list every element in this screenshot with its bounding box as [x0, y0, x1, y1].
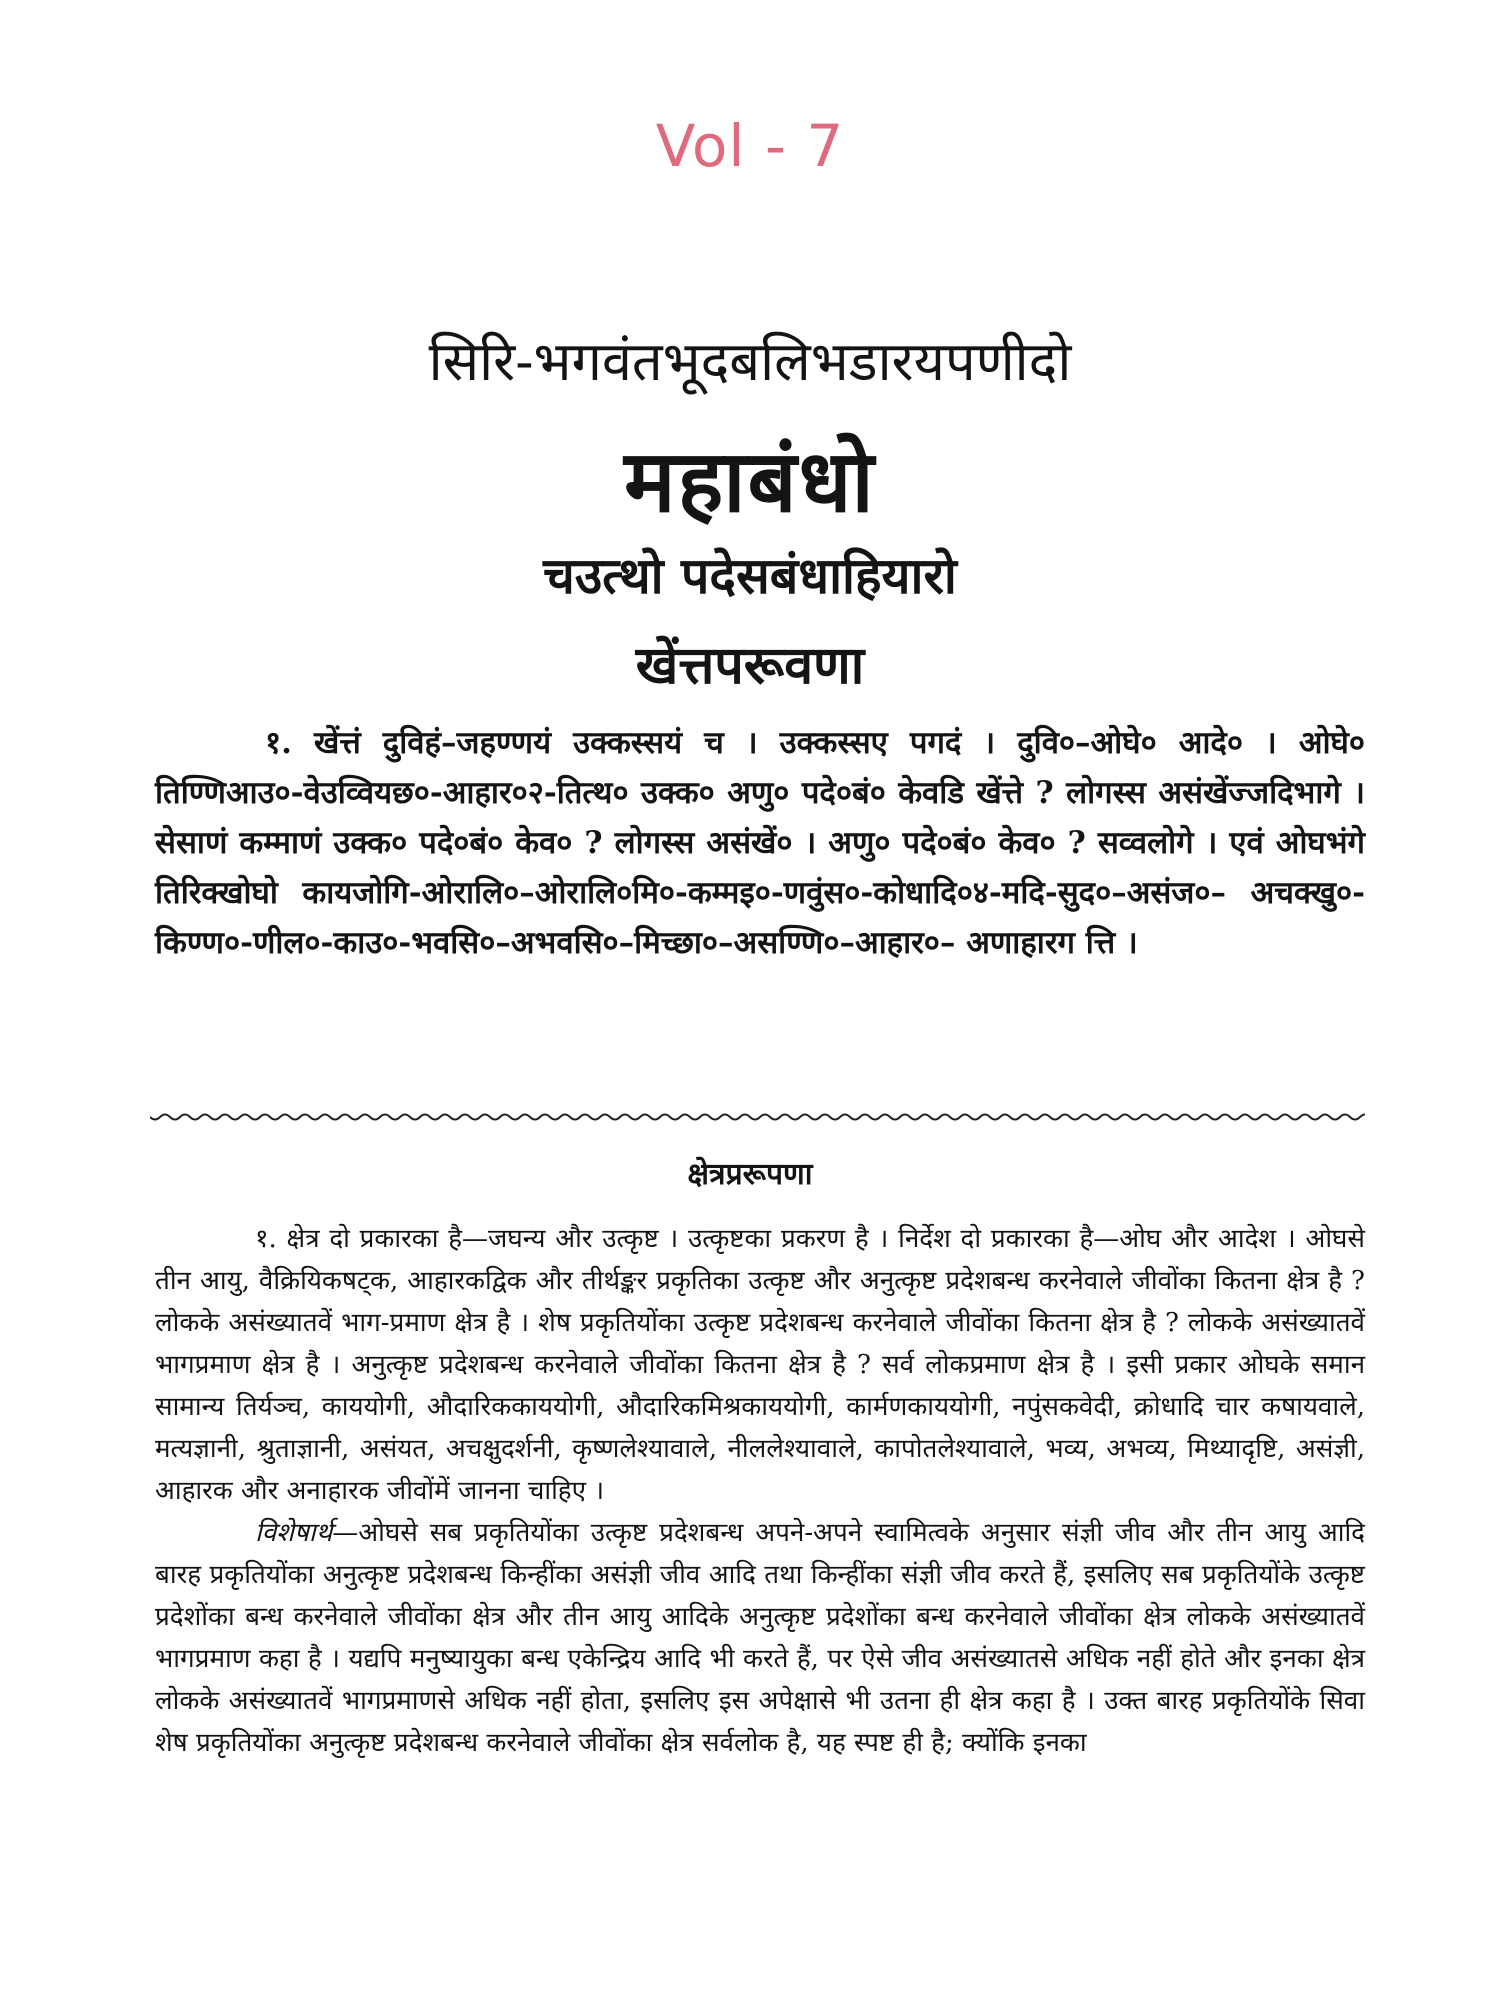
- hindi-paragraph-1: १. क्षेत्र दो प्रकारका है—जघन्य और उत्कृष्ट । उत्कृष्टका प्रकरण है । निर्देश दो प्रकारका है—ओघ और आदेश । ओघसे तीन आयु, वैक्रियिकषट्क, आहारकद्विक और तीर्थङ्कर प्रकृतिका उत्कृष्ट और अनुत्कृष्ट प्रदेशबन्ध करनेवाले जीवोंका कितना क्षेत्र है ? लोकके असंख्यातवें भाग-प्रमाण क्षेत्र है । शेष प्रकृतियोंका उत्कृष्ट प्रदेशबन्ध करनेवाले जीवोंका कितना क्षेत्र है ? लोकके असंख्यातवें भागप्रमाण क्षेत्र है । अनुत्कृष्ट प्रदेशबन्ध करनेवाले जीवोंका कितना क्षेत्र है ? सर्व लोकप्रमाण क्षेत्र है । इसी प्रकार ओघके समान सामान्य तिर्यञ्च, काययोगी, औदारिककाययोगी, औदारिकमिश्रकाययोगी, कार्मणकाययोगी, नपुंसकवेदी, क्रोधादि चार कषायवाले, मत्यज्ञानी, श्रुताज्ञानी, असंयत, अचक्षुदर्शनी, कृष्णलेश्यावाले, नीललेश्यावाले, कापोतलेश्यावाले, भव्य, अभव्य, मिथ्यादृष्टि, असंज्ञी, आहारक और अनाहारक जीवोंमें जानना चाहिए ।: [155, 1224, 1365, 1506]
- hindi-paragraph-2: [155, 1512, 1365, 1764]
- hindi-translation: [155, 1218, 1365, 1764]
- book-title: महाबंधो: [624, 431, 876, 532]
- prakrit-original-text: १. खेंत्तं दुविहं–जहण्णयं उक्कस्सयं च । उक्कस्सए पगदं । दुवि०–ओघे० आदे० । ओघे० तिण्णिआउ०-वेउव्वियछ०-आहार०२-तित्थ० उक्क० अणु० पदे०बं० केवडि खेंत्ते ? लोगस्स असंखेंज्जदिभागे । सेसाणं कम्माणं उक्क० पदे०बं० केव० ? लोगस्स असंखें० । अणु० पदे०बं० केव० ? सव्वलोगे । एवं ओघभंगे तिरिक्खोघो कायजोगि-ओरालि०–ओरालि०मि०-कम्मइ०-णवुंस०-कोधादि०४-मदि-सुद०–असंज०– अचक्खु०-किण्ण०-णील०-काउ०-भवसि०–अभवसि०–मिच्छा०–असण्णि०–आहार०– अणाहारग त्ति ।: [155, 725, 1365, 961]
- wavy-divider: [150, 1110, 1365, 1124]
- special-meaning-label: विशेषार्थ: [255, 1518, 333, 1548]
- author-line: सिरि-भगवंतभूदबलिभडारयपणीदो: [428, 330, 1072, 393]
- special-meaning-text: —ओघसे सब प्रकृतियोंका उत्कृष्ट प्रदेशबन्ध अपने-अपने स्वामित्वके अनुसार संज्ञी जीव और तीन आयु आदि बारह प्रकृतियोंका अनुत्कृष्ट प्रदेशबन्ध किन्हींका असंज्ञी जीव आदि तथा किन्हींका संज्ञी जीव करते हैं, इसलिए सब प्रकृतियोंके उत्कृष्ट प्रदेशोंका बन्ध करनेवाले जीवोंका क्षेत्र और तीन आयु आदिके अनुत्कृष्ट प्रदेशोंका बन्ध करनेवाले जीवोंका क्षेत्र लोकके असंख्यातवें भागप्रमाण कहा है । यद्यपि मनुष्यायुका बन्ध एकेन्द्रिय आदि भी करते हैं, पर ऐसे जीव असंख्यातसे अधिक नहीं होते और इनका क्षेत्र लोकके असंख्यातवें भागप्रमाणसे अधिक नहीं होता, इसलिए इस अपेक्षासे भी उतना ही क्षेत्र कहा है । उक्त बारह प्रकृतियोंके सिवा शेष प्रकृतियोंका अनुत्कृष्ट प्रदेशबन्ध करनेवाले जीवोंका क्षेत्र सर्वलोक है, यह स्पष्ट ही है; क्योंकि इनका: [155, 1518, 1365, 1758]
- volume-watermark: Vol - 7: [655, 112, 845, 180]
- chapter-title: खेंत्तपरूवणा: [635, 635, 865, 696]
- hindi-heading: क्षेत्रप्ररूपणा: [687, 1157, 813, 1192]
- section-title: चउत्थो पदेसबंधाहियारो: [543, 546, 957, 605]
